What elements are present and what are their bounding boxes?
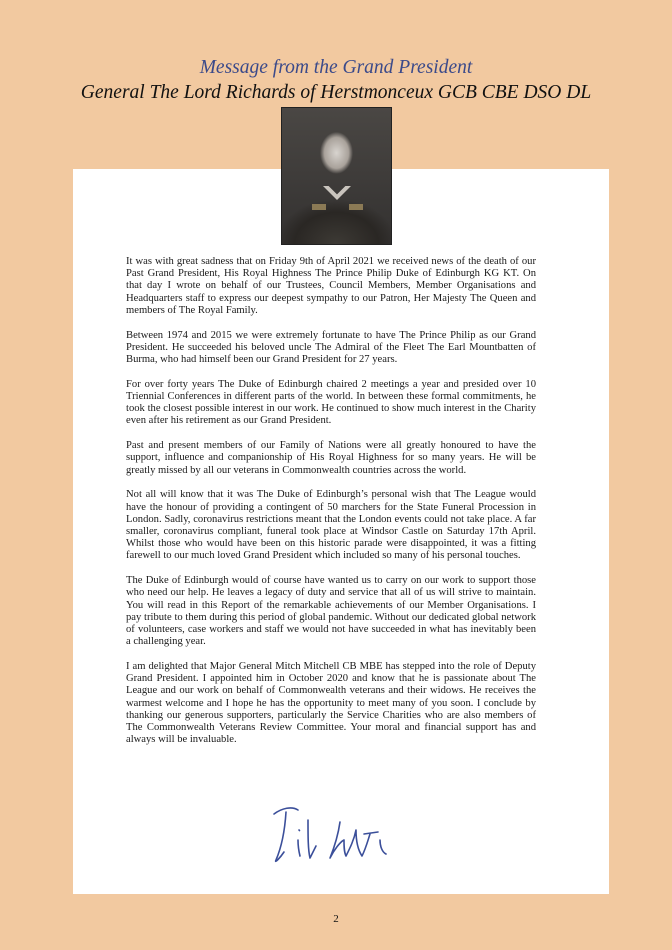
rank-badge-right	[349, 204, 363, 210]
page-heading	[0, 56, 672, 105]
page-title: Message from the Grand President	[199, 57, 473, 78]
collar-shape	[323, 186, 351, 200]
paragraph: I am delighted that Major General Mitch Mitchell CB MBE has stepped into the role of Deputy Grand President. I appointed him in October 2020 and know that he is passionate about The League and our work on behalf of Commonwealth veterans and their widows. He receives the warmest welcome and I hope he has the opportunity to meet many of you soon. I conclude by thanking our generous supporters, particularly the Service Charities who are also members of The Commonwealth Veterans Review Committee. Your moral and financial support has and always will be invaluable.	[126, 661, 536, 746]
rank-badge-left	[312, 204, 326, 210]
signature-image	[268, 800, 398, 870]
paragraph: Past and present members of our Family of Nations were all greatly honoured to have the support, influence and companionship of His Royal Highness for so many years. He will be greatly missed by all our veterans in Commonwealth countries across the world.	[126, 440, 536, 476]
paragraph: It was with great sadness that on Friday 9th of April 2021 we received news of the death of our Past Grand President, His Royal Highness The Prince Philip Duke of Edinburgh KG KT. On that day I wrote on behalf of our Trustees, Council Members, Member Organisations and Headquarters staff to express our deepest sympathy to our Patron, Her Majesty The Queen and members of The Royal Family.	[126, 256, 536, 316]
portrait-photo	[281, 107, 392, 245]
page-subtitle: General The Lord Richards of Herstmonceux GCB CBE DSO DL	[80, 82, 592, 103]
paragraph: Not all will know that it was The Duke of Edinburgh’s personal wish that The League would have the honour of providing a contingent of 50 marchers for the State Funeral Procession in London. Sadly, coronavirus restrictions meant that the London events could not take place. A far smaller, coronavirus compliant, funeral took place at Windsor Castle on Saturday 17th April. Whilst those who would have been on this historic parade were disappointed, it was a fitting farewell to our much loved Grand President which included so many of his personal touches.	[126, 489, 536, 562]
letter-body	[126, 256, 536, 759]
page-number: 2	[333, 913, 339, 925]
paragraph: Between 1974 and 2015 we were extremely fortunate to have The Prince Philip as our Grand President. He succeeded his beloved uncle The Admiral of the Fleet The Earl Mountbatten of Burma, who had himself been our Grand President for 27 years.	[126, 329, 536, 366]
paragraph: The Duke of Edinburgh would of course have wanted us to carry on our work to support those who need our help. He leaves a legacy of duty and service that all of us will strive to maintain. You will read in this Report of the remarkable achievements of our Member Organisations. I pay tribute to them during this period of global pandemic. Without our dedicated global network of volunteers, case workers and staff we would not have succeeded in what has inevitably been a challenging year.	[126, 575, 536, 648]
paragraph: For over forty years The Duke of Edinburgh chaired 2 meetings a year and presided over 10 Triennial Conferences in different parts of the world. In between these formal commitments, he took the closest possible interest in our work. He continued to show much interest in the Charity even after his retirement as our Grand President.	[126, 378, 536, 427]
